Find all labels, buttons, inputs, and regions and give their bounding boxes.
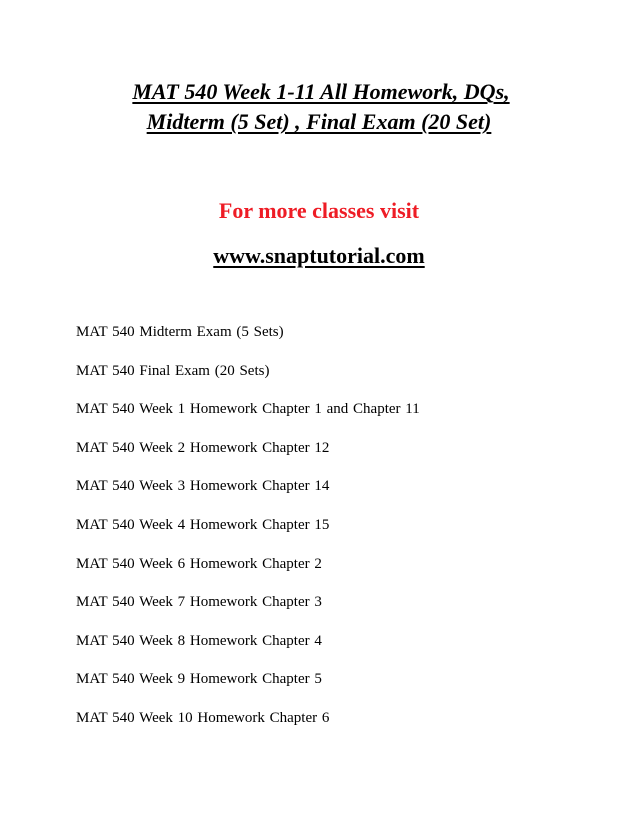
promo-url-link[interactable]: www.snaptutorial.com <box>213 243 425 268</box>
promo-text: For more classes visit <box>218 198 420 223</box>
list-item: MAT 540 Week 6 Homework Chapter 2 <box>76 555 322 572</box>
list-item: MAT 540 Week 1 Homework Chapter 1 and Chapter 11 <box>76 401 420 418</box>
list-item: MAT 540 Week 8 Homework Chapter 4 <box>76 632 322 649</box>
course-item-list <box>76 323 420 748</box>
document-title-line-2: Midterm (5 Set) , Final Exam (20 Set) <box>146 109 492 134</box>
list-item: MAT 540 Week 10 Homework Chapter 6 <box>76 709 330 726</box>
list-item: MAT 540 Midterm Exam (5 Sets) <box>76 324 284 340</box>
list-item: MAT 540 Week 9 Homework Chapter 5 <box>76 671 322 688</box>
list-item: MAT 540 Week 4 Homework Chapter 15 <box>76 516 330 533</box>
list-item: MAT 540 Week 7 Homework Chapter 3 <box>76 594 322 611</box>
document-title-line-1: MAT 540 Week 1-11 All Homework, DQs, <box>132 79 510 104</box>
list-item: MAT 540 Final Exam (20 Sets) <box>76 362 270 379</box>
list-item: MAT 540 Week 2 Homework Chapter 12 <box>76 439 330 456</box>
list-item: MAT 540 Week 3 Homework Chapter 14 <box>76 478 330 495</box>
